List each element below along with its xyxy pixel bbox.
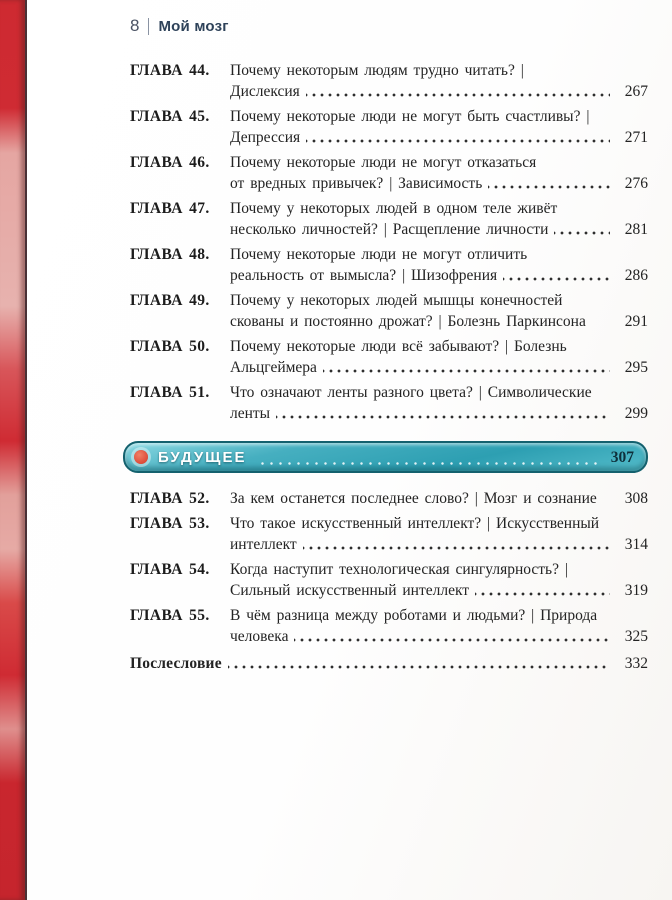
- chapter-title-line1: Почему у некоторых людей мышцы конечностей: [230, 292, 563, 309]
- chapter-title-line2: Сильный искусственный интеллект: [230, 582, 470, 599]
- header-page-number: 8: [130, 16, 140, 35]
- toc-entry-chapter-54: [130, 559, 648, 601]
- header-divider: [148, 18, 149, 35]
- chapter-title-line1: Что такое искусственный интеллект? | Искусственный: [230, 515, 600, 532]
- chapter-page-number: 319: [624, 582, 648, 599]
- chapter-label: ГЛАВА 44.: [130, 62, 210, 79]
- chapter-title-line2: ленты: [230, 405, 271, 422]
- dot-leader: [303, 541, 610, 555]
- chapter-label: ГЛАВА 51.: [130, 384, 210, 401]
- chapter-title-line2: несколько личностей? | Расщепление личности: [230, 221, 549, 238]
- toc-entry-afterword: [130, 653, 648, 674]
- dot-leader: [276, 410, 610, 424]
- toc-entry-chapter-53: [130, 513, 648, 555]
- dot-leader: [554, 226, 610, 240]
- chapter-label: ГЛАВА 50.: [130, 338, 210, 355]
- chapter-label: ГЛАВА 47.: [130, 200, 210, 217]
- chapter-label: ГЛАВА 46.: [130, 154, 210, 171]
- running-header: [130, 16, 648, 36]
- chapter-page-number: 325: [624, 628, 648, 645]
- chapter-page-number: 286: [624, 267, 648, 284]
- dot-leader: [306, 134, 610, 148]
- section-banner-future: [123, 441, 648, 473]
- section-title: БУДУЩЕЕ: [158, 448, 247, 466]
- toc-entry-chapter-52: [130, 488, 648, 509]
- chapter-title-line1: Почему некоторые люди всё забывают? | Болезнь: [230, 338, 567, 355]
- chapter-page-number: 276: [624, 175, 648, 192]
- section-page-number: 307: [610, 448, 634, 466]
- chapter-page-number: 295: [624, 359, 648, 376]
- chapter-title-line1: Почему некоторые люди не могут отличить: [230, 246, 528, 263]
- chapter-title-line2: Дислексия: [230, 83, 300, 100]
- blank-leader: [603, 495, 610, 509]
- chapter-label: ГЛАВА 49.: [130, 292, 210, 309]
- chapter-title-line1: Что означают ленты разного цвета? | Символические: [230, 384, 592, 401]
- toc-entry-chapter-48: [130, 244, 648, 286]
- dot-leader: [323, 364, 610, 378]
- afterword-label: Послесловие: [130, 655, 222, 672]
- page-content: [130, 16, 648, 674]
- table-of-contents: [130, 60, 648, 674]
- dot-leader: [306, 88, 610, 102]
- chapter-title-line2: от вредных привычек? | Зависимость: [230, 175, 483, 192]
- chapter-page-number: 281: [624, 221, 648, 238]
- chapter-label: ГЛАВА 53.: [130, 515, 210, 532]
- chapter-page-number: 314: [624, 536, 648, 553]
- dot-leader: [228, 660, 610, 674]
- chapter-label: ГЛАВА 52.: [130, 490, 210, 507]
- header-book-title: Мой мозг: [158, 17, 229, 35]
- toc-entry-chapter-47: [130, 198, 648, 240]
- chapter-label: ГЛАВА 48.: [130, 246, 210, 263]
- chapter-title-line2: реальность от вымысла? | Шизофрения: [230, 267, 498, 284]
- dot-leader: [503, 272, 610, 286]
- chapter-label: ГЛАВА 55.: [130, 607, 210, 624]
- chapter-title-line1: Почему некоторым людям трудно читать? |: [230, 62, 524, 79]
- dot-leader: [294, 633, 610, 647]
- chapter-title-line2: интеллект: [230, 536, 297, 553]
- chapter-title-line2: Альцгеймера: [230, 359, 317, 376]
- toc-entry-chapter-45: [130, 106, 648, 148]
- chapter-title-line1: Почему у некоторых людей в одном теле живёт: [230, 200, 558, 217]
- blank-leader: [592, 318, 610, 332]
- banner-dot-leader: [256, 459, 600, 471]
- chapter-title-line2: скованы и постоянно дрожат? | Болезнь Паркинсона: [230, 313, 586, 330]
- toc-entry-chapter-49: [130, 290, 648, 332]
- chapter-title-line: За кем останется последнее слово? | Мозг и сознание: [230, 490, 597, 507]
- afterword-page-number: 332: [624, 655, 648, 672]
- dot-leader: [488, 180, 610, 194]
- chapter-page-number: 267: [624, 83, 648, 100]
- chapter-title-line1: Когда наступит технологическая сингулярность? |: [230, 561, 568, 578]
- chapter-label: ГЛАВА 54.: [130, 561, 210, 578]
- toc-entry-chapter-51: [130, 382, 648, 424]
- chapter-title-line1: Почему некоторые люди не могут быть счастливы? |: [230, 108, 590, 125]
- chapter-page-number: 299: [624, 405, 648, 422]
- red-circle-dot-icon: [134, 450, 148, 464]
- toc-entry-chapter-55: [130, 605, 648, 647]
- dot-leader: [475, 587, 610, 601]
- chapter-title-line2: человека: [230, 628, 289, 645]
- chapter-title-line1: Почему некоторые люди не могут отказаться: [230, 154, 537, 171]
- chapter-page-number: 308: [624, 490, 648, 507]
- book-edge-decoration: [0, 0, 27, 900]
- chapter-page-number: 271: [624, 129, 648, 146]
- toc-entry-chapter-50: [130, 336, 648, 378]
- toc-entry-chapter-46: [130, 152, 648, 194]
- chapter-title-line2: Депрессия: [230, 129, 301, 146]
- chapter-page-number: 291: [624, 313, 648, 330]
- toc-entry-chapter-44: [130, 60, 648, 102]
- chapter-title-line1: В чём разница между роботами и людьми? | Природа: [230, 607, 598, 624]
- chapter-label: ГЛАВА 45.: [130, 108, 210, 125]
